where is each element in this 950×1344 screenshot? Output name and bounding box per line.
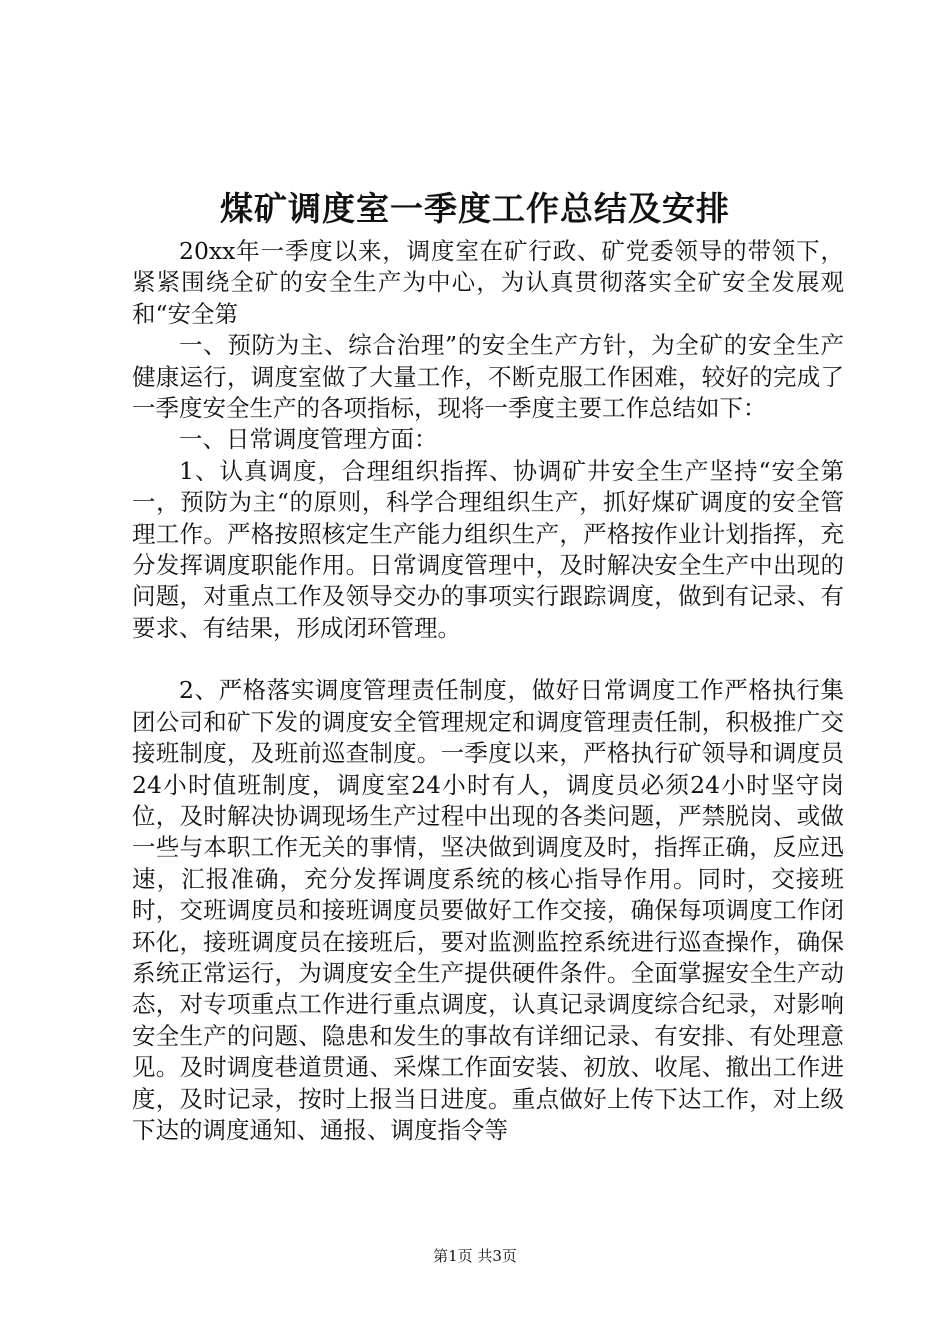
paragraph-intro: 20xx年一季度以来，调度室在矿行政、矿党委领导的带领下，紧紧围绕全矿的安全生产为中心，为认真贯彻落实全矿安全发展观和“安全第 — [132, 237, 844, 328]
paragraph-item-1: 1、认真调度，合理组织指挥、协调矿井安全生产坚持“安全第一，预防为主“的原则，科学合理组织生产，抓好煤矿调度的安全管理工作。严格按照核定生产能力组织生产，严格按作业计划指挥，充分发挥调度职能作用。日常调度管理中，及时解决安全生产中出现的问题，对重点工作及领导交办的事项实行跟踪调度，做到有记录、有要求、有结果，形成闭环管理。 — [132, 456, 844, 642]
paragraph-policy: 一、预防为主、综合治理”的安全生产方针，为全矿的安全生产健康运行，调度室做了大量工作，不断克服工作困难，较好的完成了一季度安全生产的各项指标，现将一季度主要工作总结如下： — [132, 331, 844, 423]
page-footer: 第1页 共3页 — [433, 1247, 517, 1265]
paragraph-item-2: 2、严格落实调度管理责任制度，做好日常调度工作严格执行集团公司和矿下发的调度安全管理规定和调度管理责任制，积极推广交接班制度，及班前巡查制度。一季度以来，严格执行矿领导和调度员24小时值班制度，调度室24小时有人，调度员必须24小时坚守岗位，及时解决协调现场生产过程中出现的各类问题，严禁脱岗、或做一些与本职工作无关的事情，坚决做到调度及时，指挥正确，反应迅速，汇报准确，充分发挥调度系统的核心指导作用。同时，交接班时，交班调度员和接班调度员要做好工作交接，确保每项调度工作闭环化，接班调度员在接班后，要对监测监控系统进行巡查操作，确保系统正常运行，为调度安全生产提供硬件条件。全面掌握安全生产动态，对专项重点工作进行重点调度，认真记录调度综合纪录，对影响安全生产的问题、隐患和发生的事故有详细记录、有安排、有处理意见。及时调度巷道贯通、采煤工作面安装、初放、收尾、撤出工作进度，及时记录，按时上报当日进度。重点做好上传下达工作，对上级下达的调度通知、通报、调度指令等 — [132, 676, 844, 1144]
document-title: 煤矿调度室一季度工作总结及安排 — [220, 189, 730, 228]
document-body — [132, 236, 844, 1146]
section-heading-daily-dispatch: 一、日常调度管理方面： — [179, 425, 438, 454]
